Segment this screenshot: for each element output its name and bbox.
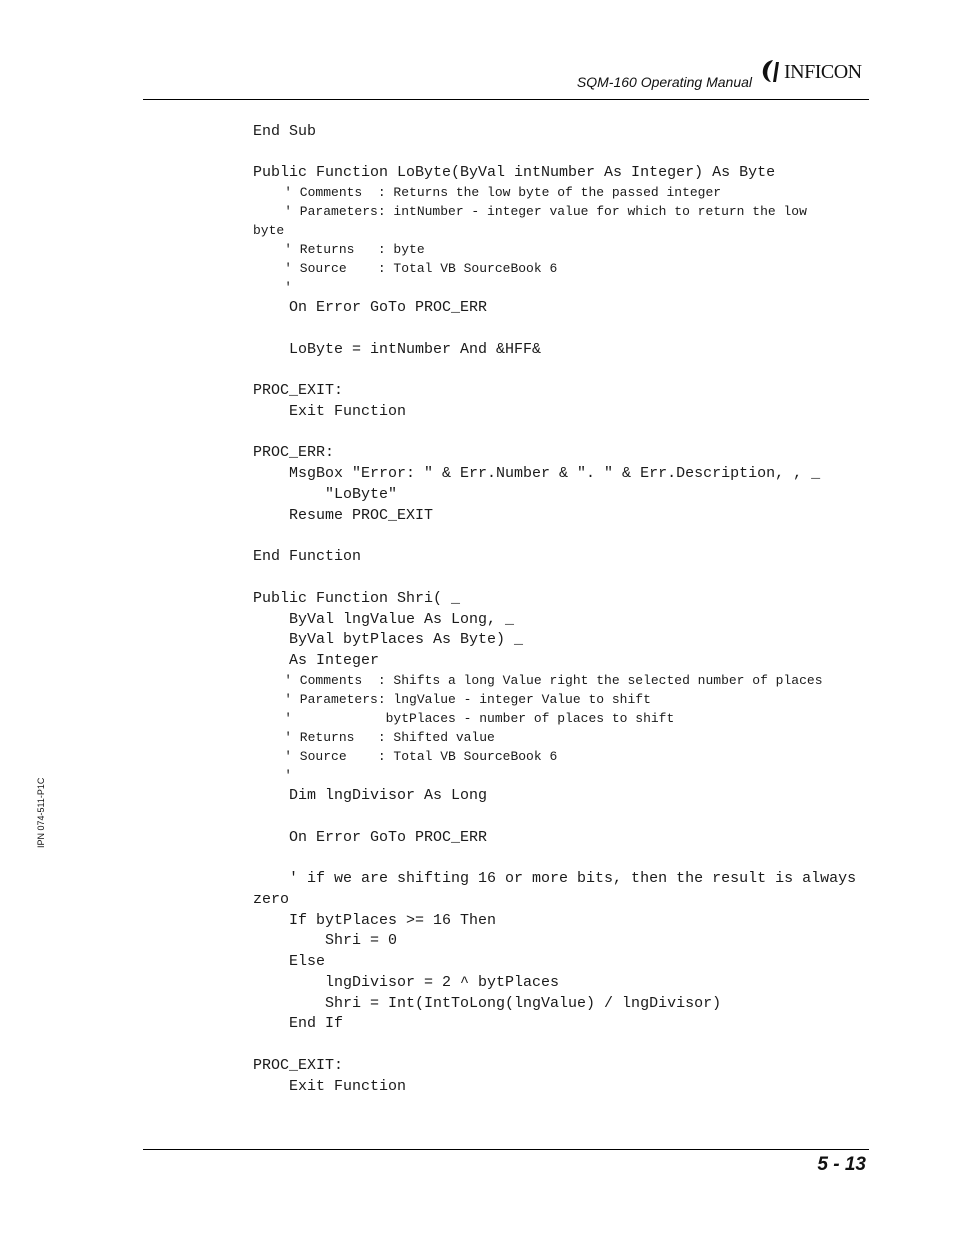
code-line: As Integer bbox=[253, 652, 380, 669]
code-line: Exit Function bbox=[253, 403, 407, 420]
code-line: End Sub bbox=[253, 123, 317, 140]
inficon-logo bbox=[760, 58, 875, 84]
code-line: lngDivisor = 2 ^ bytPlaces bbox=[253, 974, 560, 991]
code-line: Public Function LoByte(ByVal intNumber As Integer) As Byte bbox=[253, 164, 776, 181]
code-line: Resume PROC_EXIT bbox=[253, 507, 434, 524]
code-line: ByVal bytPlaces As Byte) _ bbox=[253, 631, 524, 648]
document-code: IPN 074-511-P1C bbox=[36, 777, 46, 848]
code-line: Shri = 0 bbox=[253, 932, 398, 949]
code-line: End Function bbox=[253, 548, 362, 565]
code-line: ' Parameters: intNumber - integer value for which to return the low bbox=[253, 204, 807, 219]
code-line: If bytPlaces >= 16 Then bbox=[253, 912, 497, 929]
code-line: "LoByte" bbox=[253, 486, 398, 503]
code-line: PROC_EXIT: bbox=[253, 382, 344, 399]
code-line: On Error GoTo PROC_ERR bbox=[253, 299, 488, 316]
code-line: Exit Function bbox=[253, 1078, 407, 1095]
code-line: LoByte = intNumber And &HFF& bbox=[253, 341, 542, 358]
code-line: Shri = Int(IntToLong(lngValue) / lngDivisor) bbox=[253, 995, 722, 1012]
code-line: ' bbox=[253, 280, 293, 295]
code-line: ' Source : Total VB SourceBook 6 bbox=[253, 749, 558, 764]
code-line: ' Comments : Returns the low byte of the passed integer bbox=[253, 185, 722, 200]
logo-text: INFICON bbox=[784, 61, 862, 83]
code-line: ' bbox=[253, 768, 293, 783]
code-line: End If bbox=[253, 1015, 344, 1032]
code-line: ' Comments : Shifts a long Value right the selected number of places bbox=[253, 673, 823, 688]
code-line: Public Function Shri( _ bbox=[253, 590, 461, 607]
code-line: ' if we are shifting 16 or more bits, then the result is always bbox=[253, 870, 857, 887]
code-line: ByVal lngValue As Long, _ bbox=[253, 611, 515, 628]
code-line: Dim lngDivisor As Long bbox=[253, 787, 488, 804]
code-line: PROC_ERR: bbox=[253, 444, 335, 461]
code-line: ' bytPlaces - number of places to shift bbox=[253, 711, 675, 726]
code-line: On Error GoTo PROC_ERR bbox=[253, 829, 488, 846]
code-line: ' Returns : Shifted value bbox=[253, 730, 495, 745]
code-line: PROC_EXIT: bbox=[253, 1057, 344, 1074]
page-number: 5 - 13 bbox=[817, 1154, 866, 1175]
header-rule bbox=[143, 99, 869, 100]
inficon-logo-mark-icon bbox=[760, 58, 784, 84]
code-line: ' Returns : byte bbox=[253, 242, 425, 257]
code-line: ' Parameters: lngValue - integer Value to shift bbox=[253, 692, 651, 707]
code-line: Else bbox=[253, 953, 326, 970]
code-line: ' Source : Total VB SourceBook 6 bbox=[253, 261, 558, 276]
footer-rule bbox=[143, 1149, 869, 1150]
code-line: MsgBox "Error: " & Err.Number & ". " & Err.Description, , _ bbox=[253, 465, 821, 482]
code-line: byte bbox=[253, 223, 285, 238]
code-line: zero bbox=[253, 891, 290, 908]
manual-title: SQM-160 Operating Manual bbox=[576, 74, 752, 90]
